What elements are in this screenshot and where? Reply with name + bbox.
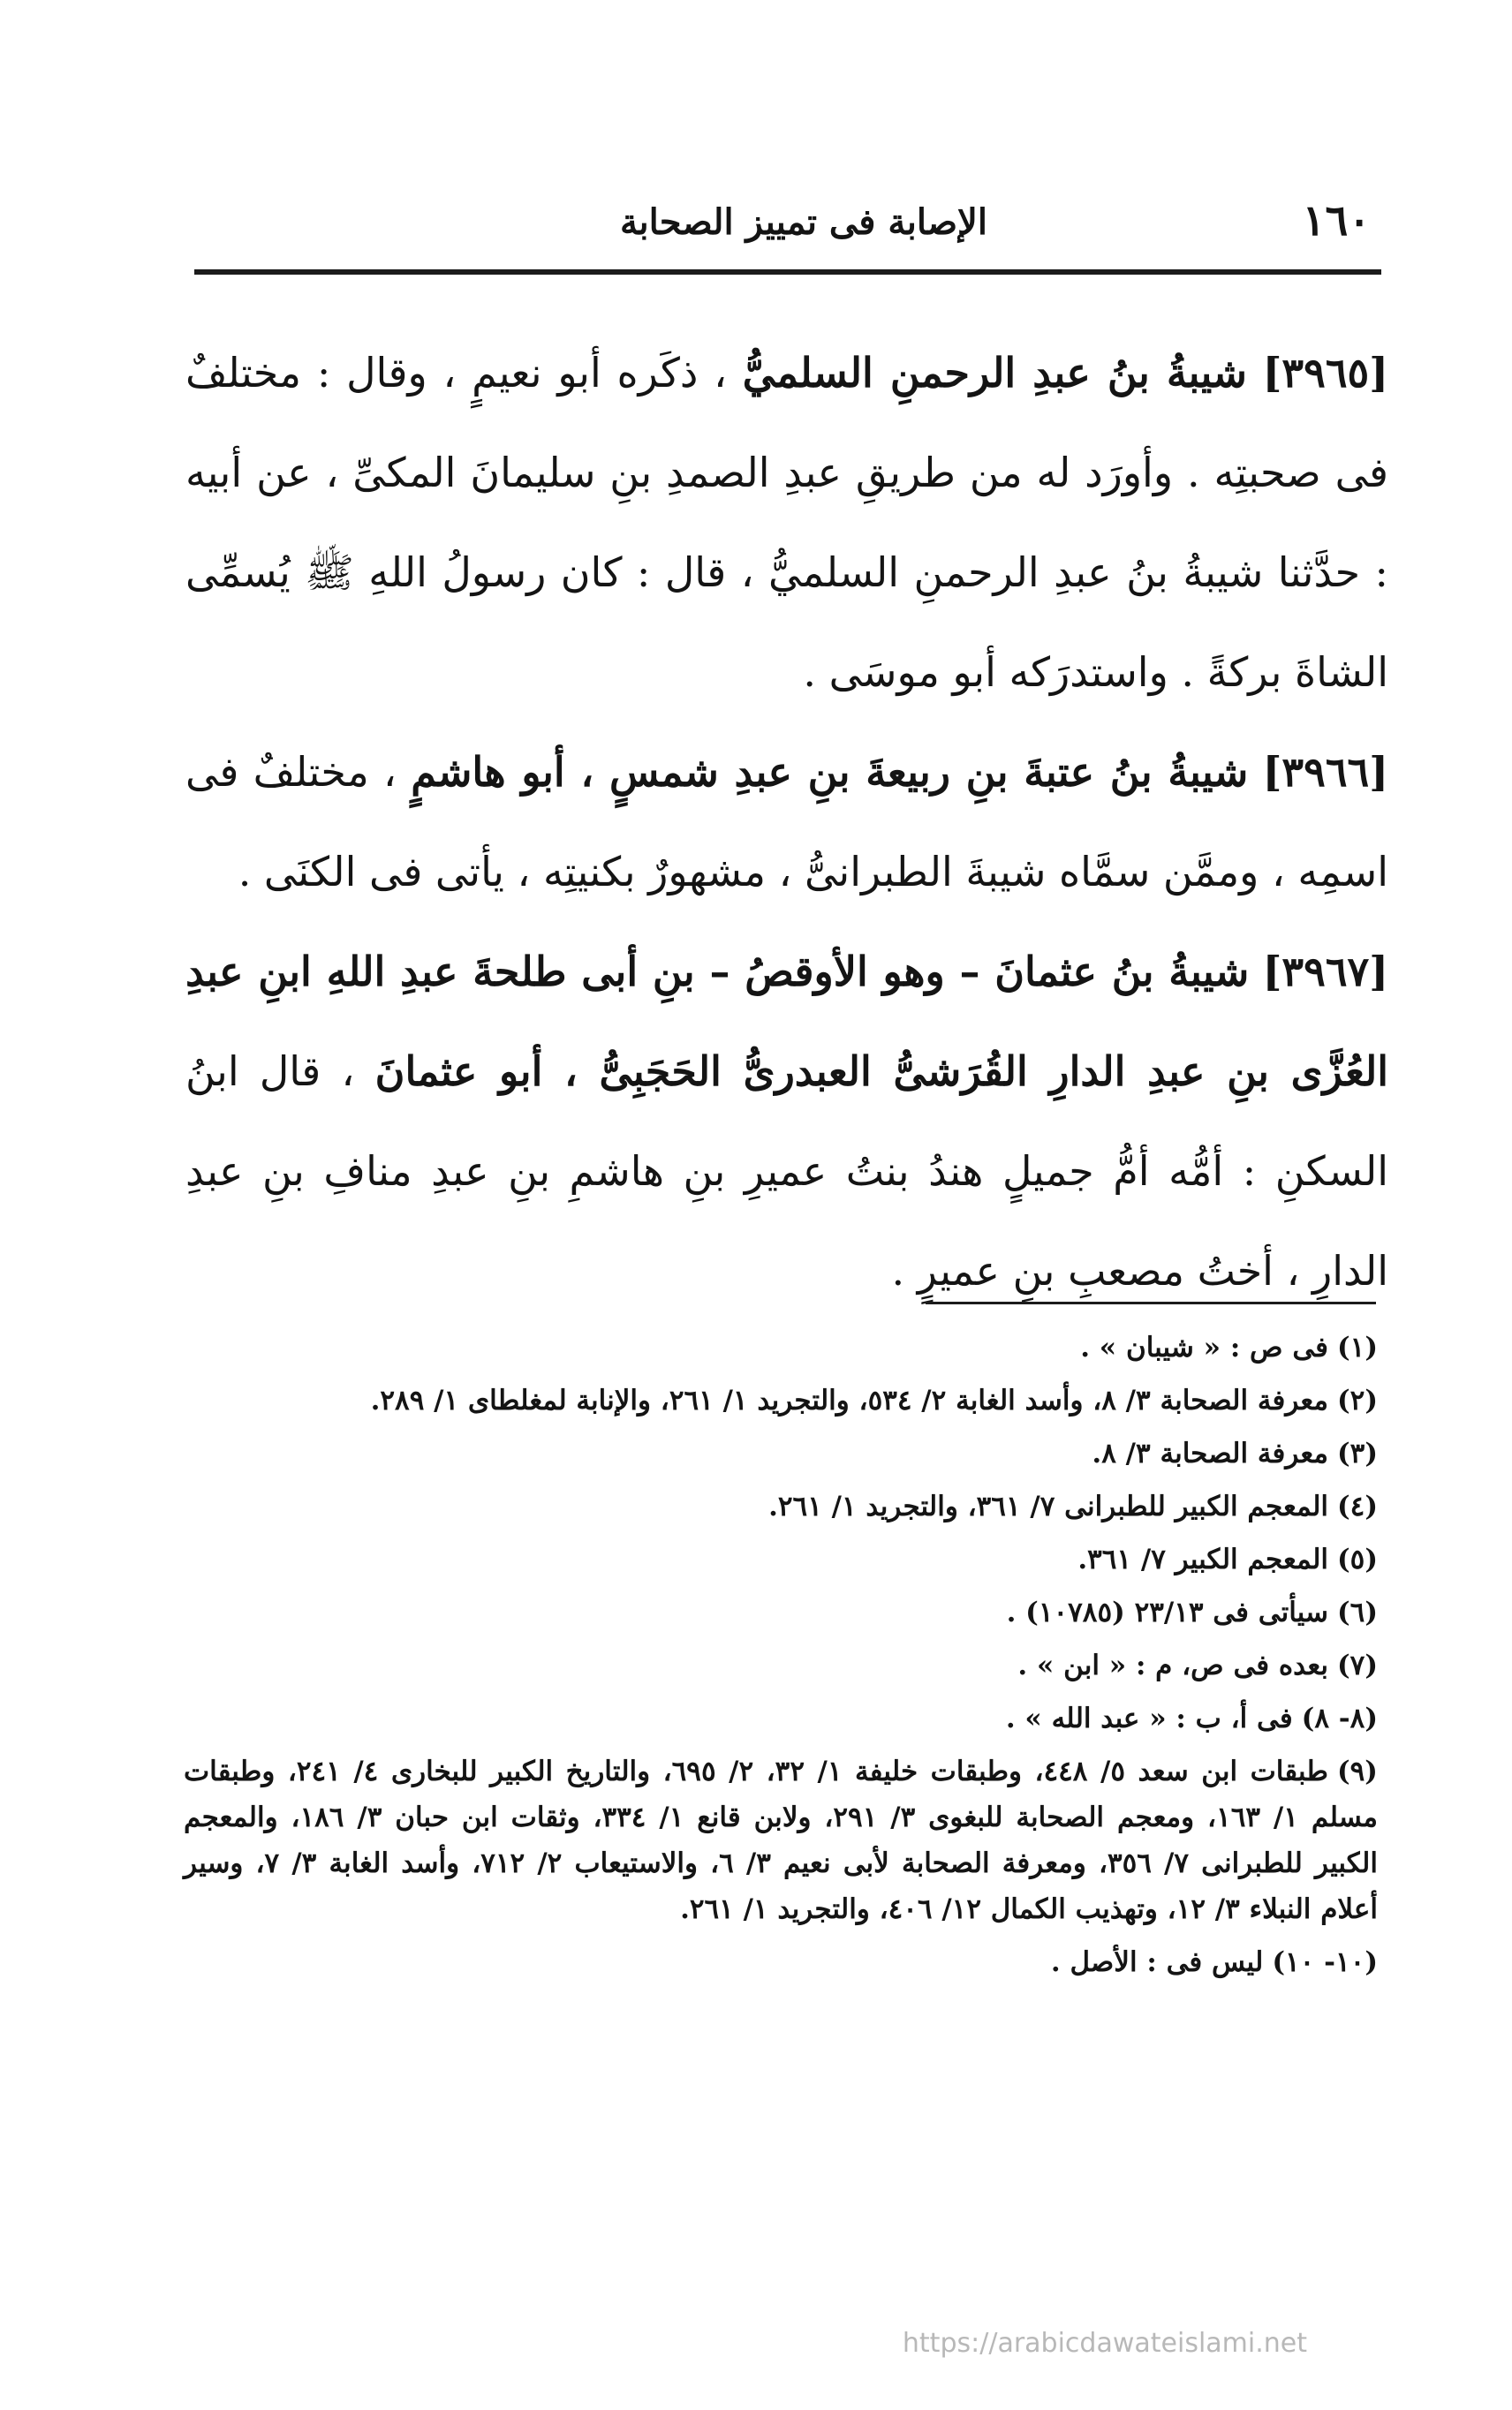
- entry-3967: [185, 922, 1388, 1321]
- footnote-marker: (١): [1337, 1332, 1378, 1364]
- footnote-3: [184, 1431, 1378, 1477]
- entry-name: شيبةُ بنُ عبدِ الرحمنِ السلميُّ: [742, 349, 1247, 397]
- footnote-text: معرفة الصحابة ٣/ ٨.: [1092, 1438, 1328, 1469]
- entry-number: [٣٩٦٥]: [1262, 349, 1389, 397]
- footnote-2: [184, 1378, 1378, 1424]
- footnote-4: [184, 1484, 1378, 1530]
- footnote-10: [184, 1939, 1378, 1985]
- footnote-5: [184, 1537, 1378, 1583]
- main-text: [185, 323, 1388, 1321]
- footnotes: [184, 1325, 1378, 1992]
- footnote-8: [184, 1696, 1378, 1741]
- entry-3966: [185, 722, 1388, 922]
- footnote-marker: (٢): [1337, 1385, 1378, 1417]
- entry-number: [٣٩٦٦]: [1262, 748, 1388, 796]
- entry-3965: [185, 323, 1388, 722]
- footnote-marker: (١٠- ١٠): [1272, 1946, 1378, 1978]
- page-number: ١٦٠: [1302, 196, 1371, 246]
- watermark-url: https://arabicdawateislami.net: [902, 2328, 1307, 2359]
- footnote-1: [184, 1325, 1378, 1371]
- entry-text: ، ذكَره أبو نعيمٍ ، وقال : مختلفٌ فى صحبتِه . وأورَد له من طريقِ عبدِ الصمدِ بنِ سليمانَ المكىِّ ، عن أبيه : حدَّثنا شيبةُ بنُ عبدِ الرحمنِ السلميُّ ، قال : كان رسولُ اللهِ ﷺ يُسمِّى الشاةَ بركةً . واستدرَكه أبو موسَى .: [185, 349, 1388, 696]
- footnote-marker: (٨- ٨): [1301, 1703, 1378, 1734]
- footnote-text: بعده فى ص، م : « ابن » .: [1017, 1650, 1328, 1681]
- footnote-marker: (٣): [1337, 1438, 1378, 1469]
- footnote-marker: (٩): [1336, 1756, 1378, 1787]
- footnote-text: معرفة الصحابة ٣/ ٨، وأسد الغابة ٢/ ٥٣٤، والتجريد ١/ ٢٦١، والإنابة لمغلطاى ١/ ٢٨٩.: [370, 1385, 1328, 1417]
- footnote-text: طبقات ابن سعد ٥/ ٤٤٨، وطبقات خليفة ١/ ٣٢، ٢/ ٦٩٥، والتاريخ الكبير للبخارى ٤/ ٢٤١، وطبقات مسلم ١/ ١٦٣، ومعجم الصحابة للبغوى ٣/ ٢٩١، ولابن قانع ١/ ٣٣٤، وثقات ابن حبان ٣/ ١٨٦، والمعجم الكبير للطبرانى ٧/ ٣٥٦، ومعرفة الصحابة لأبى نعيم ٣/ ٦، والاستيعاب ٢/ ٧١٢، وأسد الغابة ٣/ ٧، وسير أعلام النبلاء ٣/ ١٢، وتهذيب الكمال ١٢/ ٤٠٦، والتجريد ١/ ٢٦١.: [184, 1756, 1378, 1925]
- header-rule: [194, 269, 1381, 275]
- footnote-text: فى ص : « شيبان » .: [1080, 1332, 1328, 1364]
- footnote-9: [184, 1749, 1378, 1932]
- footnote-7: [184, 1643, 1378, 1689]
- footnote-marker: (٤): [1337, 1491, 1378, 1522]
- entry-name: شيبةُ بنُ عثمانَ – وهو الأوقصُ – بنِ أبى طلحةَ عبدِ اللهِ ابنِ عبدِ العُزَّى بنِ عبدِ الدارِ القُرَشىُّ العبدرىُّ الحَجَبِىُّ ، أبو عثمانَ: [185, 948, 1388, 1095]
- footnote-marker: (٧): [1337, 1650, 1378, 1681]
- entry-number: [٣٩٦٧]: [1262, 948, 1388, 995]
- entry-text: ، مختلفٌ فى اسمِه ، وممَّن سمَّاه شيبةَ الطبرانىُّ ، مشهورٌ بكنيتِه ، يأتى فى الكنَى .: [185, 748, 1388, 895]
- footnote-6: [184, 1590, 1378, 1636]
- entry-text: ، قال ابنُ السكنِ : أمُّه أمُّ جميلٍ هندُ بنتُ عميرِ بنِ هاشمِ بنِ عبدِ منافِ بنِ عبدِ الدارِ ، أختُ مصعبِ بنِ عميرٍ .: [185, 1047, 1388, 1295]
- footnote-rule: [926, 1302, 1376, 1304]
- running-header-title: الإصابة فى تمييز الصحابة: [620, 201, 987, 243]
- entry-name: شيبةُ بنُ عتبةَ بنِ ربيعةَ بنِ عبدِ شمسٍ ، أبو هاشمٍ: [411, 748, 1249, 796]
- footnote-text: فى أ، ب : « عبد الله » .: [1005, 1703, 1293, 1734]
- footnote-text: سيأتى فى ٢٣/١٣ (١٠٧٨٥) .: [1006, 1597, 1328, 1628]
- footnote-marker: (٥): [1337, 1544, 1378, 1575]
- footnote-text: المعجم الكبير للطبرانى ٧/ ٣٦١، والتجريد ١/ ٢٦١.: [768, 1491, 1328, 1522]
- footnote-text: ليس فى : الأصل .: [1050, 1946, 1264, 1978]
- footnote-text: المعجم الكبير ٧/ ٣٦١.: [1077, 1544, 1328, 1575]
- footnote-marker: (٦): [1337, 1597, 1378, 1628]
